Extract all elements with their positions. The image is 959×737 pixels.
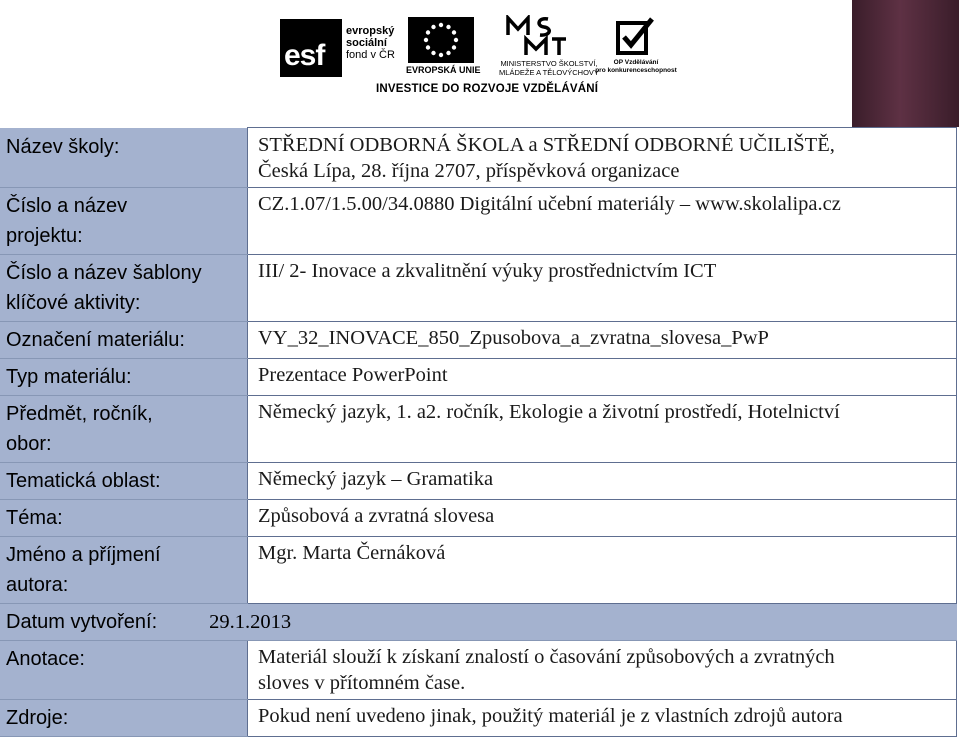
- eu-stars-icon: [408, 17, 474, 63]
- row-label: [0, 641, 248, 700]
- label-text: Typ materiálu:: [6, 366, 132, 388]
- row-theme-area: [0, 463, 957, 500]
- row-value: [248, 188, 957, 255]
- row-label: [0, 700, 248, 737]
- msmt-caption-line-1: MINISTERSTVO ŠKOLSTVÍ,: [500, 59, 598, 68]
- row-label: [0, 396, 248, 463]
- row-designation: [0, 322, 957, 359]
- row-label: [0, 359, 248, 396]
- row-value: [248, 537, 957, 604]
- esf-text-line-1: evropský: [346, 25, 395, 37]
- project-metadata-table: [0, 127, 957, 737]
- value-text: Prezentace PowerPoint: [258, 364, 448, 386]
- label-text: Datum vytvoření:: [6, 611, 158, 633]
- row-label: [0, 604, 957, 641]
- row-annotation: [0, 641, 957, 700]
- value-text: Německý jazyk, 1. a2. ročník, Ekologie a životní prostředí, Hotelnictví: [258, 401, 840, 423]
- value-text: CZ.1.07/1.5.00/34.0880 Digitální učební materiály – www.skolalipa.cz: [258, 193, 841, 215]
- esf-logo: [280, 15, 400, 79]
- row-value: [248, 500, 957, 537]
- row-value: [248, 359, 957, 396]
- row-value: [248, 463, 957, 500]
- school-name-line-1: STŘEDNÍ ODBORNÁ ŠKOLA a STŘEDNÍ ODBORNÉ UČILIŠTĚ,: [258, 134, 835, 156]
- label-text-line-2: autora:: [6, 574, 69, 596]
- annotation-line-1: Materiál slouží k získaní znalostí o časování způsobových a zvratných: [258, 646, 835, 668]
- row-project: [0, 188, 957, 255]
- esf-logo-text: [346, 25, 406, 61]
- msmt-logo: [499, 15, 599, 79]
- row-value: [248, 641, 957, 700]
- value-text: Pokud není uvedeno jinak, použitý materiál je z vlastních zdrojů autora: [258, 705, 843, 727]
- label-text: Označení materiálu:: [6, 329, 185, 351]
- row-value: [248, 322, 957, 359]
- value-text: Způsobová a zvratná slovesa: [258, 505, 495, 527]
- label-text: Tematická oblast:: [6, 470, 161, 492]
- row-type: [0, 359, 957, 396]
- created-date-value: 29.1.2013: [209, 611, 292, 633]
- annotation-line-2: sloves v přítomném čase.: [258, 672, 466, 694]
- opvk-caption-line-1: OP Vzdělávání: [613, 59, 659, 66]
- label-text: Téma:: [6, 507, 63, 529]
- school-name-line-2: Česká Lípa, 28. října 2707, příspěvková organizace: [258, 160, 680, 182]
- value-text: VY_32_INOVACE_850_Zpusobova_a_zvratna_slovesa_PwP: [258, 327, 769, 349]
- row-value: [248, 396, 957, 463]
- row-label: [0, 255, 248, 322]
- value-text: Mgr. Marta Černáková: [258, 542, 446, 564]
- row-value: [248, 128, 957, 188]
- msmt-mark-icon: [504, 15, 588, 57]
- row-school: [0, 128, 957, 188]
- eu-caption: EVROPSKÁ UNIE: [406, 65, 481, 75]
- row-value: [248, 255, 957, 322]
- row-label: [0, 322, 248, 359]
- row-template: [0, 255, 957, 322]
- row-created: [0, 604, 957, 641]
- value-text: III/ 2- Inovace a zkvalitnění výuky prostřednictvím ICT: [258, 260, 717, 282]
- row-value: [248, 700, 957, 737]
- funding-logos-bar: [280, 15, 677, 97]
- esf-text-line-3: fond v ČR: [346, 49, 395, 61]
- row-sources: [0, 700, 957, 737]
- label-text-line-2: klíčové aktivity:: [6, 292, 141, 314]
- label-text: Název školy:: [6, 135, 120, 158]
- opvk-mark-icon: [612, 15, 660, 57]
- decorative-corner-bar: [852, 0, 959, 127]
- row-label: [0, 537, 248, 604]
- msmt-caption-line-2: MLÁDEŽE A TĚLOVÝCHOVY: [499, 68, 599, 77]
- row-subject: [0, 396, 957, 463]
- label-text-line-1: Předmět, ročník,: [6, 403, 153, 425]
- esf-logo-wordmark: esf: [284, 39, 325, 72]
- eu-flag-logo: [406, 15, 481, 77]
- value-text: Německý jazyk – Gramatika: [258, 468, 494, 490]
- opvk-caption-line-2: pro konkurenceschopnost: [595, 67, 677, 74]
- label-text-line-1: Číslo a název: [6, 195, 128, 217]
- label-text: Anotace:: [6, 648, 85, 670]
- opvk-caption: [594, 59, 678, 75]
- logo-strapline: INVESTICE DO ROZVOJE VZDĚLÁVÁNÍ: [376, 83, 599, 95]
- esf-logo-mark: [280, 19, 342, 77]
- label-text-line-1: Jméno a příjmení: [6, 544, 161, 566]
- label-text: Zdroje:: [6, 707, 69, 729]
- row-label: [0, 500, 248, 537]
- row-label: [0, 188, 248, 255]
- label-text-line-2: obor:: [6, 433, 52, 455]
- row-label: [0, 128, 248, 188]
- row-label: [0, 463, 248, 500]
- label-text-line-1: Číslo a název šablony: [6, 262, 202, 284]
- label-text-line-2: projektu:: [6, 225, 83, 247]
- row-author: [0, 537, 957, 604]
- opvk-logo: [595, 15, 677, 79]
- esf-text-line-2: sociální: [346, 37, 387, 49]
- row-topic: [0, 500, 957, 537]
